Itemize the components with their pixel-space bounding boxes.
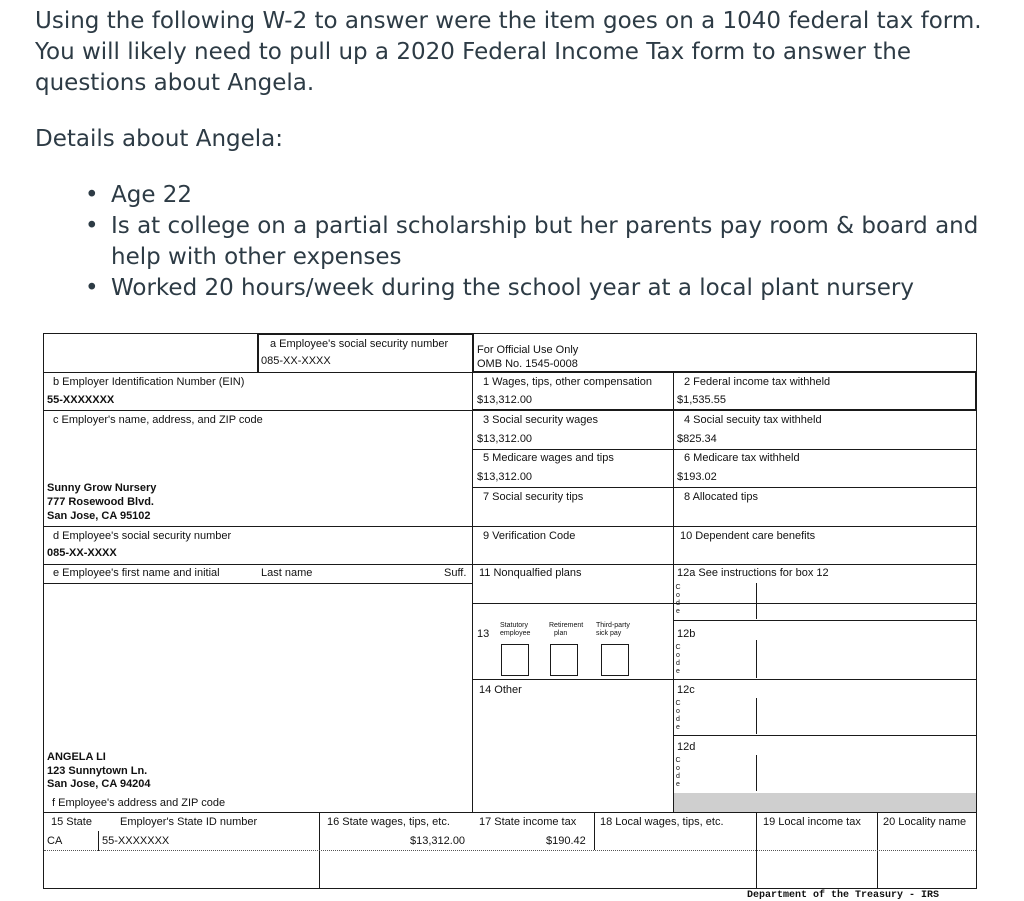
retirement-label: Retirement	[549, 622, 584, 629]
box-15-state: CA	[47, 835, 63, 847]
box-4-label: 4 Social secuity tax withheld	[684, 414, 822, 426]
box-7-label: 7 Social security tips	[483, 491, 584, 503]
list-item: • Is at college on a partial scholarship but her parents pay room & board and help with other expenses	[85, 211, 985, 273]
box-15-id-label: Employer's State ID number	[120, 816, 258, 828]
footer-department: Department of the Treasury - IRS	[747, 890, 940, 901]
box-13-number: 13	[477, 628, 490, 640]
box-6-label: 6 Medicare tax withheld	[684, 452, 800, 464]
box-15-label: 15 State	[51, 816, 92, 828]
box-3-label: 3 Social security wages	[483, 414, 598, 426]
box-16-label: 16 State wages, tips, etc.	[327, 816, 450, 828]
third-party-label: Third-party	[596, 622, 630, 629]
box-12d-label: 12d	[677, 741, 696, 753]
box-b-label: b Employer Identification Number (EIN)	[53, 376, 245, 388]
box-d-label: d Employee's social security number	[53, 530, 232, 542]
box-5-label: 5 Medicare wages and tips	[483, 452, 614, 464]
box-15-state-id: 55-XXXXXXX	[102, 835, 170, 847]
box-f-label: f Employee's address and ZIP code	[52, 797, 226, 809]
box-8-label: 8 Allocated tips	[684, 491, 758, 503]
box-4-value: $825.34	[677, 433, 717, 445]
box-6-value: $193.02	[677, 471, 717, 483]
box-2-label: 2 Federal income tax withheld	[684, 376, 831, 388]
box-a-value: 085-XX-XXXX	[261, 355, 331, 367]
box-e-suffix: Suff.	[444, 567, 467, 579]
employee-name: ANGELA LI	[47, 751, 106, 763]
official-use-label: For Official Use Only	[477, 344, 579, 356]
box-c-label: c Employer's name, address, and ZIP code	[53, 414, 263, 426]
details-list	[85, 180, 985, 304]
box-14-label: 14 Other	[479, 684, 522, 696]
intro-paragraph: Using the following W-2 to answer were the item goes on a 1040 federal tax form. You will likely need to pull up a 2020 Federal Income Tax form to answer the questions about Angela.	[35, 8, 982, 96]
box-2-value: $1,535.55	[677, 394, 726, 406]
box-17-label: 17 State income tax	[479, 816, 577, 828]
employer-city: San Jose, CA 95102	[47, 510, 151, 522]
list-item: • Age 22	[85, 180, 985, 211]
box-1-value: $13,312.00	[477, 394, 533, 406]
w2-form: a Employee's social security number 085-XX-XXXX For Official Use Only OMB No. 1545-0008 b Employer Identification Number (EIN) 55-XXXXXXX c Employer's name, address, and ZIP code Sunny Grow Nursery 777 Rosewood Blvd. San Jose, CA 95102 d Employee's social security number 085-XX-XXXX e Employee's first name and initial Last name Suff. ANGELA LI 123 Sunnytown Ln. San Jose, CA 94204 f Employee's address and ZIP code 1 Wages, tips, other compensation $13,312.00 2 Federal income tax withheld $1,535.55 3 Social security wages $13,312.00 4 Social secuity tax withheld $825.34 5 Medicare wages and tips $13,312.00 6 Medicare tax withheld $193.02 7 Social security tips 8 Allocated tips 9 Verification Code 10 Dependent care benefits 11 Nonqualfied plans 12a See instructions for box 12 C o d e 12b C o d e 13 Statutory employee Retirement plan Third-party sick pay 14 Other 12c C o d e 12d C o d e 15 State Employer's State ID number CA 55-XXXXXXX 16 State wages, tips, etc. $13,312.00 17 State income tax $190.42 18 Local wages, tips, etc. 19 Local income tax 20 Locality name Department of the Treasury - IRS	[0, 0, 1024, 901]
employee-street: 123 Sunnytown Ln.	[47, 765, 148, 777]
box-20-label: 20 Locality name	[883, 816, 967, 828]
box-12b-label: 12b	[677, 628, 696, 640]
retirement-plan-checkbox[interactable]	[550, 644, 578, 676]
statutory-employee-checkbox[interactable]	[501, 644, 529, 676]
omb-number: OMB No. 1545-0008	[477, 358, 578, 370]
box-17-value: $190.42	[546, 835, 586, 847]
third-party-sick-pay-checkbox[interactable]	[601, 644, 629, 676]
box-a-label: a Employee's social security number	[270, 338, 449, 350]
box-12a-label: 12a See instructions for box 12	[677, 567, 829, 579]
box-5-value: $13,312.00	[477, 471, 533, 483]
box-b-value: 55-XXXXXXX	[47, 394, 115, 406]
box-10-label: 10 Dependent care benefits	[680, 530, 816, 542]
box-d-value: 085-XX-XXXX	[47, 547, 117, 559]
box-12c-label: 12c	[677, 684, 695, 696]
box-19-label: 19 Local income tax	[763, 816, 861, 828]
box-9-label: 9 Verification Code	[483, 530, 576, 542]
box-e-last-name: Last name	[261, 567, 313, 579]
box-16-value: $13,312.00	[410, 835, 466, 847]
box-1-label: 1 Wages, tips, other compensation	[483, 376, 652, 388]
box-3-value: $13,312.00	[477, 433, 533, 445]
employer-name: Sunny Grow Nursery	[47, 482, 157, 494]
statutory-label: Statutory	[500, 622, 529, 629]
box-18-label: 18 Local wages, tips, etc.	[600, 816, 724, 828]
employee-city: San Jose, CA 94204	[47, 778, 151, 790]
details-heading: Details about Angela:	[35, 126, 284, 152]
list-item: • Worked 20 hours/week during the school year at a local plant nursery	[85, 273, 985, 304]
box-11-label: 11 Nonqualfied plans	[479, 567, 582, 579]
employer-address: 777 Rosewood Blvd.	[47, 496, 154, 508]
box-e-label: e Employee's first name and initial	[53, 567, 220, 579]
